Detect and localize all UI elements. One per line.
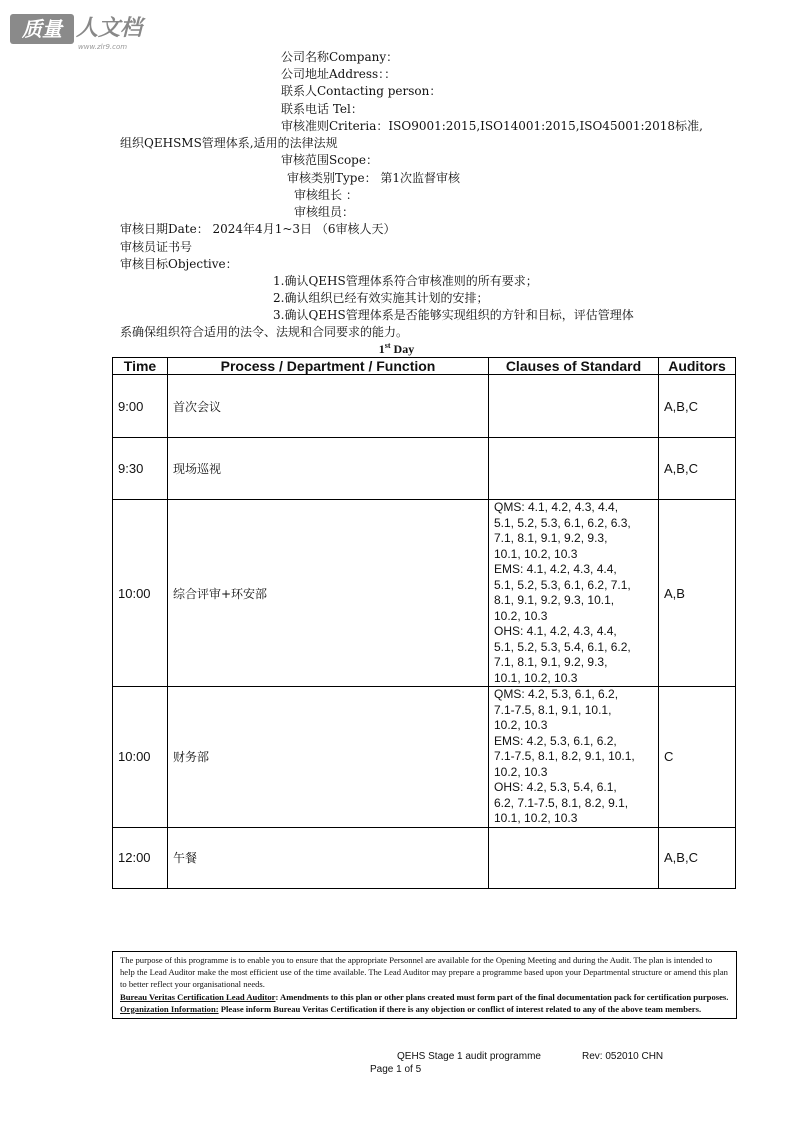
organization-info-text: Please inform Bureau Veritas Certification if there is any objection or conflict of interest related to any of the above team members. (218, 1003, 702, 1014)
row-clauses (489, 687, 659, 828)
notice-purpose: The purpose of this programme is to enable you to ensure that the appropriate Personnel are available for the Opening Meeting and during the Audit. The plan is intended to help the Lead Auditor make the most efficient use of the time available. The Lead Auditor may prepare a programme based upon your Departmental structure or amend this plan to better reflect your organisational needs. (120, 955, 728, 990)
clause-line: 10.2, 10.3 (494, 608, 548, 623)
logo-text: 人文档 (76, 16, 143, 41)
header-clauses: Clauses of Standard (489, 358, 659, 375)
clause-line: OHS: 4.1, 4.2, 4.3, 4.4, (494, 624, 617, 638)
footer-revision: Rev: 052010 CHN (582, 1051, 664, 1062)
header-time: Time (113, 358, 168, 375)
row-auditors: A,B,C (659, 438, 736, 500)
day-label: Day (393, 342, 415, 356)
row-process: 综合评审+环安部 (168, 500, 489, 687)
clause-line: 7.1-7.5, 8.1, 9.1, 10.1, (494, 702, 612, 717)
clause-line: EMS: 4.2, 5.3, 6.1, 6.2, (494, 733, 617, 748)
objective-3-line-1: 3.确认QEHS管理体系是否能够实现组织的方针和目标，评估管理体 (273, 308, 634, 322)
footer-programme: QEHS Stage 1 audit programme (397, 1051, 541, 1062)
logo-url: www.zlr9.com (78, 43, 128, 51)
clause-line: 10.1, 10.2, 10.3 (494, 811, 578, 825)
row-process: 午餐 (168, 827, 489, 888)
company-label: 公司名称Company： (281, 50, 399, 64)
clause-line: 10.1, 10.2, 10.3 (494, 670, 578, 685)
row-auditors: A,B,C (659, 827, 736, 888)
row-clauses (489, 438, 659, 500)
lead-auditor-text: : Amendments to this plan or other plans created must form part of the final documentation pack for certification purposes. (275, 991, 729, 1002)
table-row (113, 827, 736, 888)
footer-page-number: Page 1 of 5 (370, 1064, 422, 1075)
watermark-logo (10, 12, 150, 52)
clause-line: OHS: 4.2, 5.3, 5.4, 6.1, (494, 780, 617, 794)
objective-1: 1.确认QEHS管理体系符合审核准则的所有要求； (273, 274, 538, 288)
row-time: 9:30 (113, 438, 168, 500)
tel-label: 联系电话 Tel： (281, 102, 363, 116)
row-auditors: A,B (659, 500, 736, 687)
logo-mark: 质量 (10, 14, 74, 44)
auditor-cert-label: 审核员证书号 (120, 240, 193, 254)
table-row (113, 687, 736, 828)
clause-line: 10.2, 10.3 (494, 718, 548, 732)
clause-line: QMS: 4.2, 5.3, 6.1, 6.2, (494, 687, 619, 701)
objective-3-line-2: 系确保组织符合适用的法令、法规和合同要求的能力。 (120, 325, 409, 339)
scope-label: 审核范围Scope： (281, 153, 378, 167)
row-process: 财务部 (168, 687, 489, 828)
schedule-table (112, 357, 736, 889)
table-row (113, 375, 736, 438)
table-header-row (113, 358, 736, 375)
day-number: 1 (378, 342, 385, 356)
row-auditors: A,B,C (659, 375, 736, 438)
objective-2: 2.确认组织已经有效实施其计划的安排； (273, 291, 489, 305)
programme-notice (112, 951, 737, 1019)
clause-line: 7.1-7.5, 8.1, 8.2, 9.1, 10.1, (494, 749, 635, 763)
clause-line: 5.1, 5.2, 5.3, 5.4, 6.1, 6.2, (494, 639, 631, 654)
address-label: 公司地址Address：： (281, 67, 397, 81)
row-time: 10:00 (113, 500, 168, 687)
header-auditors: Auditors (659, 358, 736, 375)
clause-line: 10.1, 10.2, 10.3 (494, 546, 578, 561)
schedule-body (113, 375, 736, 889)
clause-line: 7.1, 8.1, 9.1, 9.2, 9.3, (494, 655, 608, 669)
row-process: 首次会议 (168, 375, 489, 438)
team-leader-label: 审核组长 ： (294, 188, 358, 202)
row-process: 现场巡视 (168, 438, 489, 500)
row-clauses (489, 375, 659, 438)
row-clauses (489, 827, 659, 888)
day-title (0, 341, 793, 357)
clause-line: EMS: 4.1, 4.2, 4.3, 4.4, (494, 562, 617, 576)
objective-label: 审核目标Objective： (120, 257, 238, 271)
clause-line: 6.2, 7.1-7.5, 8.1, 8.2, 9.1, (494, 795, 629, 810)
clause-line: 5.1, 5.2, 5.3, 6.1, 6.2, 6.3, (494, 515, 631, 530)
table-row (113, 438, 736, 500)
criteria-line-2: 组织QEHSMS管理体系,适用的法律法规 (120, 136, 338, 150)
lead-auditor-label: Bureau Veritas Certification Lead Auditor (120, 991, 276, 1002)
header-process: Process / Department / Function (168, 358, 489, 375)
organization-info-label: Organization Information: (120, 1003, 219, 1014)
clause-line: 10.2, 10.3 (494, 764, 548, 779)
day-suffix: st (384, 341, 391, 350)
contact-label: 联系人Contacting person： (281, 84, 442, 98)
clause-line: QMS: 4.1, 4.2, 4.3, 4.4, (494, 500, 619, 514)
audit-date: 审核日期Date： 2024年4月1~3日 （6审核人天） (120, 222, 396, 236)
criteria-line-1: 审核准则Criteria：ISO9001:2015,ISO14001:2015,ISO45001:2018标准, (281, 119, 703, 133)
clause-line: 7.1, 8.1, 9.1, 9.2, 9.3, (494, 531, 608, 545)
row-clauses (489, 500, 659, 687)
team-members-label: 审核组员： (294, 205, 355, 219)
row-time: 10:00 (113, 687, 168, 828)
row-time: 12:00 (113, 827, 168, 888)
table-row (113, 500, 736, 687)
audit-type: 审核类别Type： 第1次监督审核 (287, 171, 461, 185)
row-auditors: C (659, 687, 736, 828)
clause-line: 8.1, 9.1, 9.2, 9.3, 10.1, (494, 593, 615, 607)
row-time: 9:00 (113, 375, 168, 438)
clause-line: 5.1, 5.2, 5.3, 6.1, 6.2, 7.1, (494, 577, 631, 592)
